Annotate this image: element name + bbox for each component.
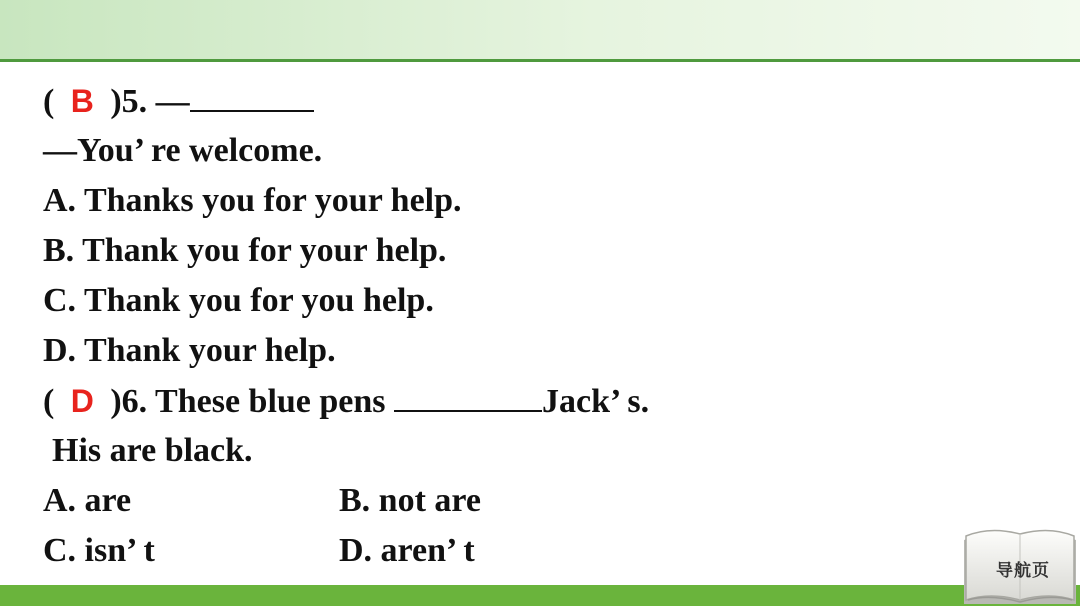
question-5-stem — [43, 76, 1043, 126]
answer-5: B — [70, 83, 94, 119]
option-5-d: D. Thank your help. — [43, 332, 336, 369]
footer-band — [0, 585, 1080, 606]
option-row-ab — [43, 476, 1043, 526]
question-5-number: )5. — — [110, 83, 190, 120]
option-5-a: A. Thanks you for your help. — [43, 182, 462, 219]
nav-page-label: 导航页 — [996, 561, 1050, 581]
slide-content — [43, 76, 1043, 576]
header-divider — [0, 59, 1080, 62]
paren-open: ( — [43, 383, 55, 420]
question-6-stem-line2: His are black. — [52, 432, 253, 469]
option-row-cd — [43, 526, 1043, 576]
paren-open: ( — [43, 83, 55, 120]
option-6-c: C. isn’ t — [43, 532, 155, 569]
option-6-b: B. not are — [339, 482, 481, 519]
option-5-b: B. Thank you for your help. — [43, 232, 447, 269]
question-6-stem-before: )6. These blue pens — [110, 383, 395, 420]
option-6-d: D. aren’ t — [339, 532, 475, 569]
nav-page-button[interactable] — [960, 526, 1080, 606]
question-6-stem-after: Jack’ s. — [542, 383, 650, 420]
question-6-stem — [43, 376, 1043, 426]
option-6-a: A. are — [43, 482, 132, 519]
option-5-c: C. Thank you for you help. — [43, 282, 434, 319]
answer-6: D — [70, 383, 94, 419]
answer-blank — [394, 380, 542, 412]
question-5-response: —You’ re welcome. — [43, 132, 323, 169]
header-band — [0, 0, 1080, 59]
answer-blank — [190, 80, 314, 112]
